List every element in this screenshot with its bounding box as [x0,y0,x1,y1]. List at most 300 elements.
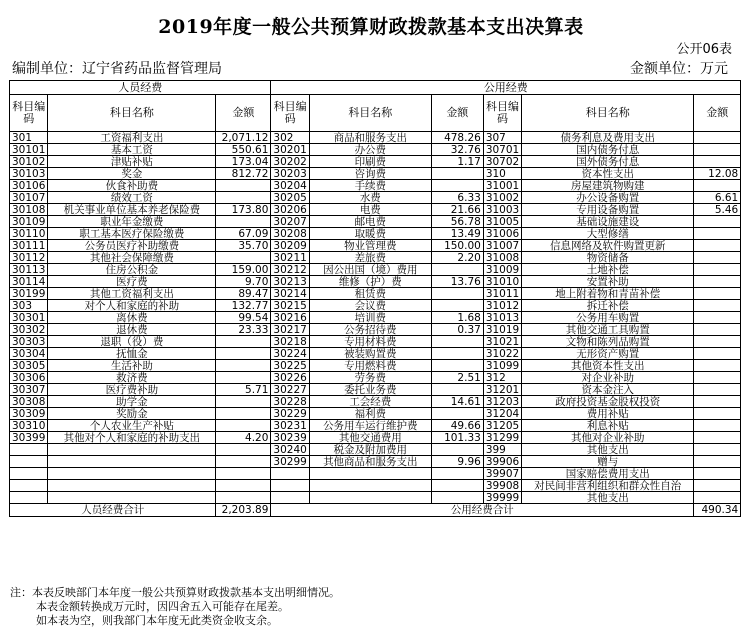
public-total-amount: 490.34 [694,504,741,517]
row-name: 其他支出 [522,492,694,504]
row-code: 303 [10,300,48,312]
row-amount: 2.20 [431,252,483,264]
row-code: 39999 [483,492,521,504]
row-name: 公务用车购置 [522,312,694,324]
row-code: 31011 [483,288,521,300]
row-name: 助学金 [48,396,216,408]
table-row [10,408,741,420]
row-name: 电费 [309,204,431,216]
row-code: 30701 [483,144,521,156]
row-name: 退职（役）费 [48,336,216,348]
note-line-2: 本表金额转换成万元时，因四舍五入可能存在尾差。 [36,600,289,613]
table-row [10,396,741,408]
row-amount [694,300,741,312]
row-code: 30304 [10,348,48,360]
row-name: 费用补贴 [522,408,694,420]
row-amount [694,144,741,156]
row-code: 31006 [483,228,521,240]
table-row [10,324,741,336]
row-name: 基本工资 [48,144,216,156]
row-name: 福利费 [309,408,431,420]
row-name [48,468,216,480]
row-amount [216,180,271,192]
row-code: 31009 [483,264,521,276]
personnel-total-label: 人员经费合计 [10,504,216,517]
row-name: 文物和陈列品购置 [522,336,694,348]
row-amount: 101.33 [431,432,483,444]
row-name: 对个人和家庭的补助 [48,300,216,312]
row-amount [216,420,271,432]
row-name: 抚恤金 [48,348,216,360]
row-code: 31012 [483,300,521,312]
row-code: 30114 [10,276,48,288]
row-name: 其他交通费用 [309,432,431,444]
row-amount: 550.61 [216,144,271,156]
row-name: 地上附着物和青苗补偿 [522,288,694,300]
row-name: 手续费 [309,180,431,192]
table-row [10,192,741,204]
row-code: 30204 [271,180,309,192]
row-name: 专用材料费 [309,336,431,348]
row-name: 住房公积金 [48,264,216,276]
row-code: 39906 [483,456,521,468]
header-code: 科目编码 [10,95,48,132]
row-amount [694,324,741,336]
row-name: 税金及附加费用 [309,444,431,456]
row-name: 商品和服务支出 [309,132,431,144]
table-row [10,168,741,180]
row-name: 奖金 [48,168,216,180]
row-name: 绩效工资 [48,192,216,204]
row-amount: 1.17 [431,156,483,168]
section-personnel: 人员经费 [10,81,271,95]
table-row [10,204,741,216]
row-name: 专用燃料费 [309,360,431,372]
row-amount: 4.20 [216,432,271,444]
row-code: 31019 [483,324,521,336]
row-code: 30206 [271,204,309,216]
table-row [10,228,741,240]
row-amount [431,336,483,348]
row-amount [694,264,741,276]
row-name: 国内债务付息 [522,144,694,156]
row-amount [216,192,271,204]
row-code: 30106 [10,180,48,192]
header-name: 科目名称 [309,95,431,132]
row-amount [694,444,741,456]
row-amount: 99.54 [216,312,271,324]
note-line-1: 注：本表反映部门本年度一般公共预算财政拨款基本支出明细情况。 [10,586,340,599]
row-name: 大型修缮 [522,228,694,240]
table-row [10,336,741,348]
table-row [10,156,741,168]
row-amount [694,360,741,372]
form-number: 公开06表 [676,42,732,57]
row-name: 医疗费 [48,276,216,288]
row-code [271,468,309,480]
row-name [309,468,431,480]
row-amount [431,264,483,276]
row-code: 30306 [10,372,48,384]
row-amount [694,228,741,240]
row-code: 30199 [10,288,48,300]
row-code: 30307 [10,384,48,396]
table-row [10,492,741,504]
row-code: 39907 [483,468,521,480]
row-code [10,468,48,480]
row-amount: 2,071.12 [216,132,271,144]
row-name: 维修（护）费 [309,276,431,288]
row-amount: 812.72 [216,168,271,180]
row-code [10,456,48,468]
row-code: 30212 [271,264,309,276]
row-name: 职工基本医疗保险缴费 [48,228,216,240]
row-amount: 6.33 [431,192,483,204]
row-code: 30227 [271,384,309,396]
row-amount [694,432,741,444]
table-row [10,420,741,432]
row-amount: 478.26 [431,132,483,144]
row-amount [216,348,271,360]
row-amount [694,372,741,384]
table-row [10,444,741,456]
row-name: 租赁费 [309,288,431,300]
row-code: 30209 [271,240,309,252]
row-amount: 1.68 [431,312,483,324]
row-code: 31203 [483,396,521,408]
row-code: 30303 [10,336,48,348]
row-amount: 150.00 [431,240,483,252]
row-name: 信息网络及软件购置更新 [522,240,694,252]
row-amount [694,276,741,288]
row-code: 30112 [10,252,48,264]
row-code: 310 [483,168,521,180]
row-code: 31002 [483,192,521,204]
row-amount [431,468,483,480]
personnel-total-amount: 2,203.89 [216,504,271,517]
row-code: 30217 [271,324,309,336]
row-name: 其他支出 [522,444,694,456]
row-code [10,492,48,504]
row-name: 资本性支出 [522,168,694,180]
table-row [10,300,741,312]
row-name: 政府投资基金股权投资 [522,396,694,408]
row-amount [694,420,741,432]
row-amount: 49.66 [431,420,483,432]
header-name: 科目名称 [522,95,694,132]
row-name: 债务利息及费用支出 [522,132,694,144]
row-code: 31204 [483,408,521,420]
row-amount: 9.96 [431,456,483,468]
table-row [10,372,741,384]
row-name: 国家赔偿费用支出 [522,468,694,480]
row-code: 31005 [483,216,521,228]
row-code: 30201 [271,144,309,156]
row-name: 其他资本性支出 [522,360,694,372]
row-code: 39908 [483,480,521,492]
row-name: 培训费 [309,312,431,324]
row-name: 工资福利支出 [48,132,216,144]
row-amount [431,348,483,360]
row-amount [694,492,741,504]
row-amount [431,288,483,300]
row-name: 资本金注入 [522,384,694,396]
row-code: 31007 [483,240,521,252]
table-row [10,348,741,360]
row-amount: 173.80 [216,204,271,216]
row-name: 物业管理费 [309,240,431,252]
row-code: 307 [483,132,521,144]
row-code: 30203 [271,168,309,180]
row-code: 31299 [483,432,521,444]
table-row [10,468,741,480]
row-amount: 5.46 [694,204,741,216]
row-amount [694,288,741,300]
row-name: 其他工资福利支出 [48,288,216,300]
table-row [10,264,741,276]
row-amount [694,408,741,420]
public-total-label: 公用经费合计 [271,504,694,517]
row-name: 伙食补助费 [48,180,216,192]
row-name: 对企业补助 [522,372,694,384]
row-name: 土地补偿 [522,264,694,276]
row-code [10,480,48,492]
row-code: 30240 [271,444,309,456]
row-code: 30702 [483,156,521,168]
row-code: 30109 [10,216,48,228]
row-code: 30216 [271,312,309,324]
row-name: 委托业务费 [309,384,431,396]
row-name: 会议费 [309,300,431,312]
row-name: 其他对企业补助 [522,432,694,444]
row-name [48,456,216,468]
row-amount [431,180,483,192]
row-code: 30214 [271,288,309,300]
row-name: 医疗费补助 [48,384,216,396]
row-amount [694,216,741,228]
table-row [10,480,741,492]
row-name [309,480,431,492]
row-code: 30305 [10,360,48,372]
row-code: 30207 [271,216,309,228]
row-name: 被装购置费 [309,348,431,360]
row-name: 专用设备购置 [522,204,694,216]
row-code: 30302 [10,324,48,336]
row-code: 30202 [271,156,309,168]
row-amount [694,240,741,252]
row-code: 30218 [271,336,309,348]
row-code: 30213 [271,276,309,288]
row-amount: 13.49 [431,228,483,240]
row-code: 30103 [10,168,48,180]
row-code: 30110 [10,228,48,240]
row-name: 拆迁补偿 [522,300,694,312]
row-amount [216,444,271,456]
row-amount [216,468,271,480]
row-amount: 12.08 [694,168,741,180]
row-name [48,480,216,492]
row-amount [694,312,741,324]
row-amount [216,360,271,372]
expenditure-table [9,80,741,517]
row-amount: 89.47 [216,288,271,300]
row-code: 31022 [483,348,521,360]
row-code: 30239 [271,432,309,444]
row-amount [216,396,271,408]
currency-unit: 金额单位：万元 [630,61,728,77]
table-row [10,240,741,252]
row-amount: 67.09 [216,228,271,240]
table-row [10,312,741,324]
row-amount: 5.71 [216,384,271,396]
table-row [10,456,741,468]
header-code: 科目编码 [271,95,309,132]
row-code: 302 [271,132,309,144]
row-amount: 173.04 [216,156,271,168]
row-amount [216,216,271,228]
row-amount [216,336,271,348]
table-row [10,216,741,228]
row-code: 30310 [10,420,48,432]
table-row [10,360,741,372]
row-amount [694,384,741,396]
row-code [10,444,48,456]
row-amount [216,252,271,264]
row-name: 其他社会保障缴费 [48,252,216,264]
row-amount [216,480,271,492]
row-code [271,480,309,492]
row-code: 30301 [10,312,48,324]
totals-row [10,504,741,517]
table-row [10,180,741,192]
row-code: 30224 [271,348,309,360]
row-code: 31013 [483,312,521,324]
page-title: 2019年度一般公共预算财政拨款基本支出决算表 [158,16,584,38]
row-name: 水费 [309,192,431,204]
row-code: 30308 [10,396,48,408]
row-name: 公务用车运行维护费 [309,420,431,432]
row-code [271,492,309,504]
row-name: 公务员医疗补助缴费 [48,240,216,252]
row-amount [694,348,741,360]
row-code: 30211 [271,252,309,264]
row-code: 30399 [10,432,48,444]
section-header-row [10,81,741,95]
header-amount: 金额 [216,95,271,132]
row-name: 其他商品和服务支出 [309,456,431,468]
row-code: 30225 [271,360,309,372]
table-row [10,288,741,300]
row-amount: 9.70 [216,276,271,288]
row-name: 取暖费 [309,228,431,240]
row-amount: 6.61 [694,192,741,204]
row-code: 30208 [271,228,309,240]
row-name: 个人农业生产补贴 [48,420,216,432]
row-code: 30309 [10,408,48,420]
row-code: 30108 [10,204,48,216]
header-amount: 金额 [694,95,741,132]
row-name: 其他交通工具购置 [522,324,694,336]
table-row [10,252,741,264]
reporting-unit: 编制单位：辽宁省药品监督管理局 [12,61,222,77]
table-row [10,276,741,288]
row-name [48,492,216,504]
row-name: 办公设备购置 [522,192,694,204]
header-name: 科目名称 [48,95,216,132]
row-code: 31021 [483,336,521,348]
row-amount: 21.66 [431,204,483,216]
row-code: 399 [483,444,521,456]
row-code: 30107 [10,192,48,204]
column-header-row [10,95,741,132]
row-code: 30102 [10,156,48,168]
row-code: 31205 [483,420,521,432]
row-name: 安置补助 [522,276,694,288]
row-name: 救济费 [48,372,216,384]
row-code: 30101 [10,144,48,156]
row-code: 31010 [483,276,521,288]
row-amount [694,252,741,264]
row-amount [216,456,271,468]
row-amount [431,444,483,456]
row-name: 职业年金缴费 [48,216,216,228]
row-name: 津贴补贴 [48,156,216,168]
row-name [48,444,216,456]
row-amount [431,408,483,420]
section-public: 公用经费 [271,81,741,95]
row-name: 利息补贴 [522,420,694,432]
row-name: 机关事业单位基本养老保险费 [48,204,216,216]
row-name: 奖励金 [48,408,216,420]
row-amount: 14.61 [431,396,483,408]
row-amount [694,180,741,192]
row-name: 基础设施建设 [522,216,694,228]
row-name: 印刷费 [309,156,431,168]
row-amount [694,468,741,480]
row-name: 对民间非营利组织和群众性自治 [522,480,694,492]
row-amount [431,492,483,504]
table-row [10,432,741,444]
row-name: 公务招待费 [309,324,431,336]
table-row [10,384,741,396]
header-code: 科目编码 [483,95,521,132]
table-row [10,144,741,156]
row-amount [694,480,741,492]
row-code: 31001 [483,180,521,192]
row-code: 30229 [271,408,309,420]
row-code: 301 [10,132,48,144]
row-code: 31003 [483,204,521,216]
row-name: 其他对个人和家庭的补助支出 [48,432,216,444]
row-name: 生活补助 [48,360,216,372]
row-name: 因公出国（境）费用 [309,264,431,276]
note-line-3: 如本表为空，则我部门本年度无此类资金收支余。 [36,614,278,627]
header-amount: 金额 [431,95,483,132]
row-amount [216,492,271,504]
row-name: 物资储备 [522,252,694,264]
row-amount: 132.77 [216,300,271,312]
row-code: 30299 [271,456,309,468]
row-code: 30205 [271,192,309,204]
row-amount [694,132,741,144]
row-name: 办公费 [309,144,431,156]
row-amount: 56.78 [431,216,483,228]
row-name: 国外债务付息 [522,156,694,168]
row-amount: 13.76 [431,276,483,288]
row-name: 工会经费 [309,396,431,408]
row-code: 31008 [483,252,521,264]
table-row [10,132,741,144]
